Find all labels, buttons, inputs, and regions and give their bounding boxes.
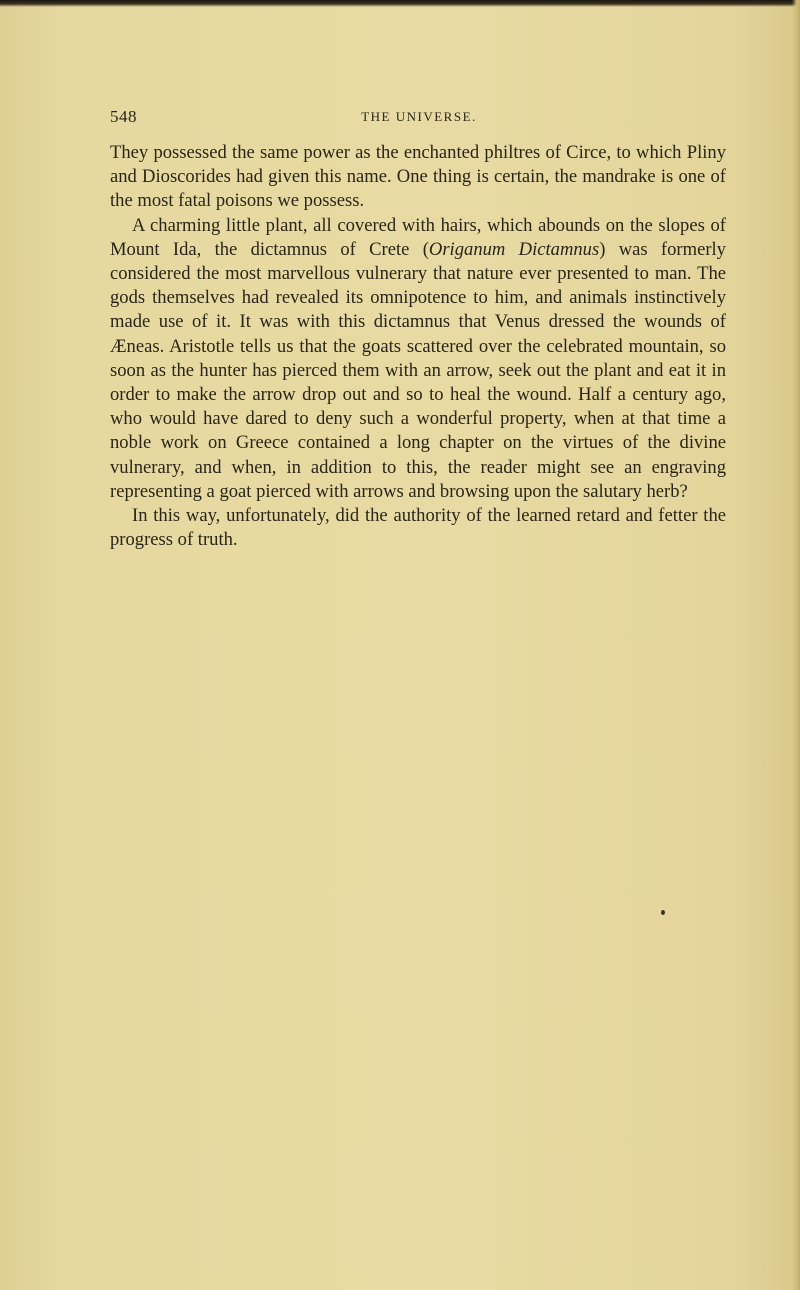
page-header: [110, 107, 728, 131]
running-head: THE UNIVERSE.: [361, 109, 477, 124]
paragraph: [110, 504, 726, 552]
text-segment: They possessed the same power as the enchanted philtres of Circe, to which Pliny and Dioscorides had given this name. One thing is certain, the mandrake is one of the most fatal poisons we possess.: [110, 142, 726, 212]
text-segment: A charming little plant, all covered with hairs, which abounds on the slopes of Mount Ida, the dictamnus of Crete (: [110, 214, 726, 260]
page-top-shadow: [0, 0, 800, 7]
ink-speck: [661, 910, 665, 915]
italic-term: Origanum Dictamnus: [428, 238, 600, 260]
body-text: [110, 141, 726, 552]
text-segment: In this way, unfortunately, did the authority of the learned retard and fetter the progress of truth.: [110, 505, 726, 551]
page-number: 548: [110, 107, 137, 126]
paragraph: [110, 214, 726, 504]
text-segment: ) was formerly considered the most marvellous vulnerary that nature ever presented to man. The gods themselves had revealed its omnipotence to him, and animals instinctively made use of it. It was with this dictamnus that Venus dressed the wounds of Æneas. Aristotle tells us that the goats scattered over the celebrated mountain, so soon as the hunter has pierced them with an arrow, seek out the plant and eat it in order to make the arrow drop out and so to heal the wound. Half a century ago, who would have dared to deny such a wonderful property, when at that time a noble work on Greece contained a long chapter on the virtues of the divine vulnerary, and when, in addition to this, the reader might see an engraving representing a goat pierced with arrows and browsing upon the salutary herb?: [110, 238, 726, 502]
page-right-edge: [792, 0, 800, 1290]
paragraph: [110, 141, 726, 214]
